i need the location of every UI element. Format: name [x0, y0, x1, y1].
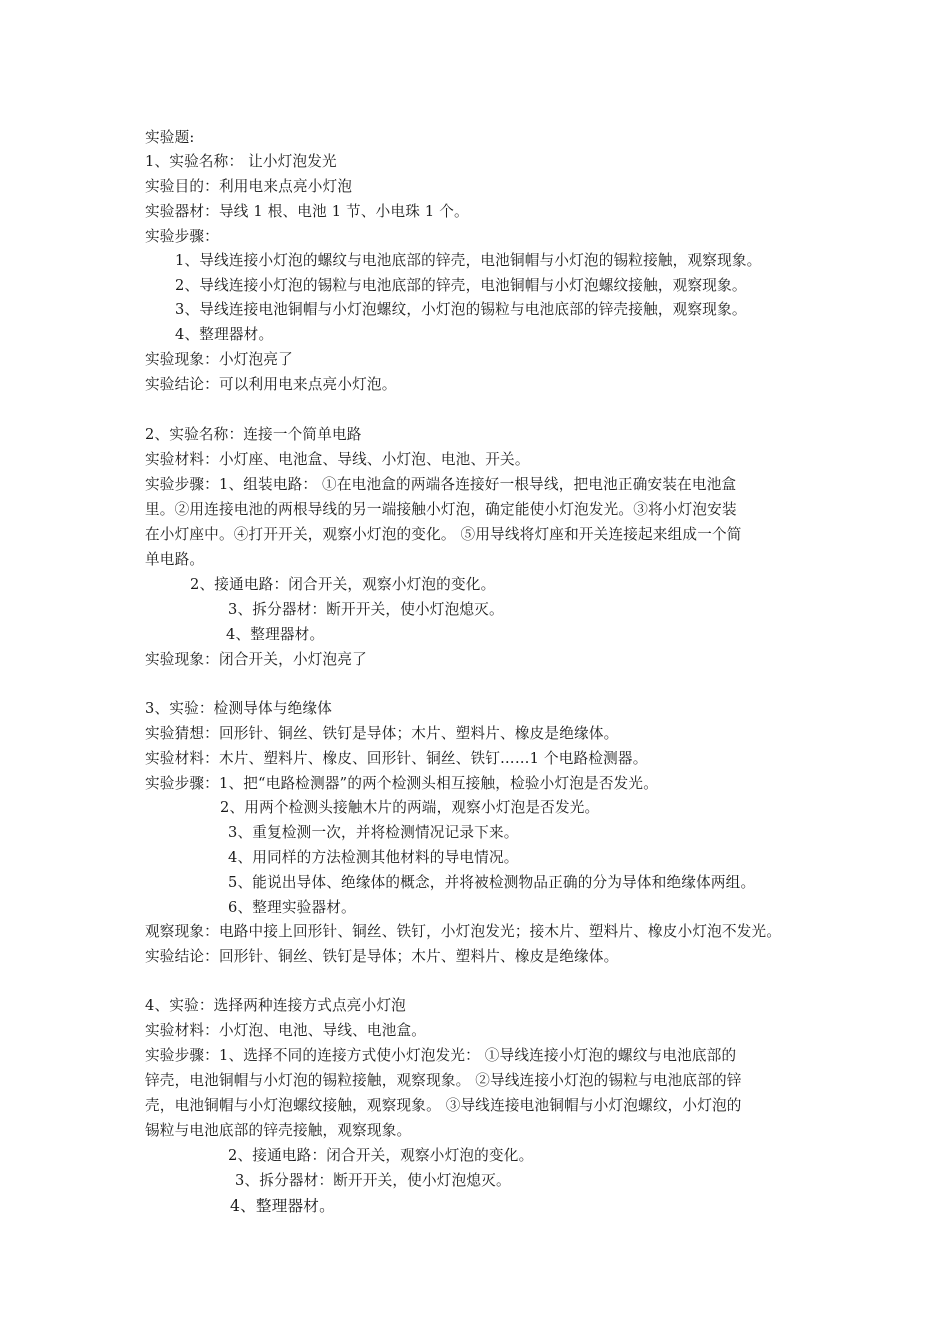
exp2-steps-line: 在小灯座中。④打开开关，观察小灯泡的变化。 ⑤用导线将灯座和开关连接起来组成一个简 [145, 526, 742, 543]
exp3-step: 3、重复检测一次，并将检测情况记录下来。 [228, 824, 519, 841]
exp4-step: 2、接通电路：闭合开关，观察小灯泡的变化。 [228, 1147, 534, 1164]
exp1-step: 3、导线连接电池铜帽与小灯泡螺纹，小灯泡的锡粒与电池底部的锌壳接触，观察现象。 [175, 301, 747, 318]
exp3-observation: 观察现象：电路中接上回形针、铜丝、铁钉，小灯泡发光；接木片、塑料片、橡皮小灯泡不发光。 [145, 923, 782, 940]
exp2-steps-line: 单电路。 [145, 551, 205, 568]
exp2-steps-line: 实验步骤：1、组装电路： ①在电池盒的两端各连接好一根导线，把电池正确安装在电池盒 [145, 476, 737, 493]
exp3-guess: 实验猜想：回形针、铜丝、铁钉是导体；木片、塑料片、橡皮是绝缘体。 [145, 725, 619, 742]
exp1-title: 1、实验名称： 让小灯泡发光 [145, 153, 337, 170]
exp2-phenomenon: 实验现象：闭合开关，小灯泡亮了 [145, 651, 367, 668]
exp3-step: 5、能说出导体、绝缘体的概念，并将被检测物品正确的分为导体和绝缘体两组。 [228, 874, 756, 891]
exp1-materials: 实验器材：导线 1 根、电池 1 节、小电珠 1 个。 [145, 203, 469, 220]
exp1-phenomenon: 实验现象：小灯泡亮了 [145, 351, 293, 368]
exp3-step: 6、整理实验器材。 [228, 899, 356, 916]
exp1-step: 1、导线连接小灯泡的螺纹与电池底部的锌壳，电池铜帽与小灯泡的锡粒接触，观察现象。 [175, 252, 762, 269]
exp1-conclusion: 实验结论：可以利用电来点亮小灯泡。 [145, 376, 397, 393]
exp4-materials: 实验材料：小灯泡、电池、导线、电池盒。 [145, 1022, 427, 1039]
exp3-title: 3、实验：检测导体与绝缘体 [145, 700, 333, 717]
exp3-step: 4、用同样的方法检测其他材料的导电情况。 [228, 849, 519, 866]
exp4-steps-line: 实验步骤：1、选择不同的连接方式使小灯泡发光： ①导线连接小灯泡的螺纹与电池底部的 [145, 1047, 737, 1064]
exp1-step: 4、整理器材。 [175, 326, 274, 343]
exp3-step: 2、用两个检测头接触木片的两端，观察小灯泡是否发光。 [220, 799, 600, 816]
exp4-steps-line: 锡粒与电池底部的锌壳接触，观察现象。 [145, 1122, 412, 1139]
exp2-steps-line: 里。②用连接电池的两根导线的另一端接触小灯泡，确定能使小灯泡发光。③将小灯泡安装 [145, 501, 737, 518]
exp4-steps-line: 壳，电池铜帽与小灯泡螺纹接触，观察现象。 ③导线连接电池铜帽与小灯泡螺纹，小灯泡的 [145, 1097, 742, 1114]
exp2-materials: 实验材料：小灯座、电池盒、导线、小灯泡、电池、开关。 [145, 451, 530, 468]
exp3-materials: 实验材料：木片、塑料片、橡皮、回形针、铜丝、铁钉……1 个电路检测器。 [145, 750, 648, 767]
exp2-step: 4、整理器材。 [226, 626, 325, 643]
exp3-conclusion: 实验结论：回形针、铜丝、铁钉是导体；木片、塑料片、橡皮是绝缘体。 [145, 948, 619, 965]
exp2-step: 3、拆分器材：断开开关，使小灯泡熄灭。 [228, 601, 504, 618]
exp4-step: 3、拆分器材：断开开关，使小灯泡熄灭。 [235, 1172, 511, 1189]
exp2-title: 2、实验名称：连接一个简单电路 [145, 426, 362, 443]
exp4-steps-line: 锌壳，电池铜帽与小灯泡的锡粒接触，观察现象。 ②导线连接小灯泡的锡粒与电池底部的锌 [145, 1072, 742, 1089]
exp2-step: 2、接通电路：闭合开关，观察小灯泡的变化。 [190, 576, 496, 593]
exp3-steps-first: 实验步骤：1、把“电路检测器”的两个检测头相互接触，检验小灯泡是否发光。 [145, 775, 659, 792]
exp1-steps-label: 实验步骤： [145, 228, 219, 245]
document-heading: 实验题: [145, 129, 195, 146]
exp4-step: 4、整理器材。 [230, 1197, 335, 1215]
exp4-title: 4、实验：选择两种连接方式点亮小灯泡 [145, 997, 406, 1014]
exp1-purpose: 实验目的：利用电来点亮小灯泡 [145, 178, 353, 195]
exp1-step: 2、导线连接小灯泡的锡粒与电池底部的锌壳，电池铜帽与小灯泡螺纹接触，观察现象。 [175, 277, 747, 294]
